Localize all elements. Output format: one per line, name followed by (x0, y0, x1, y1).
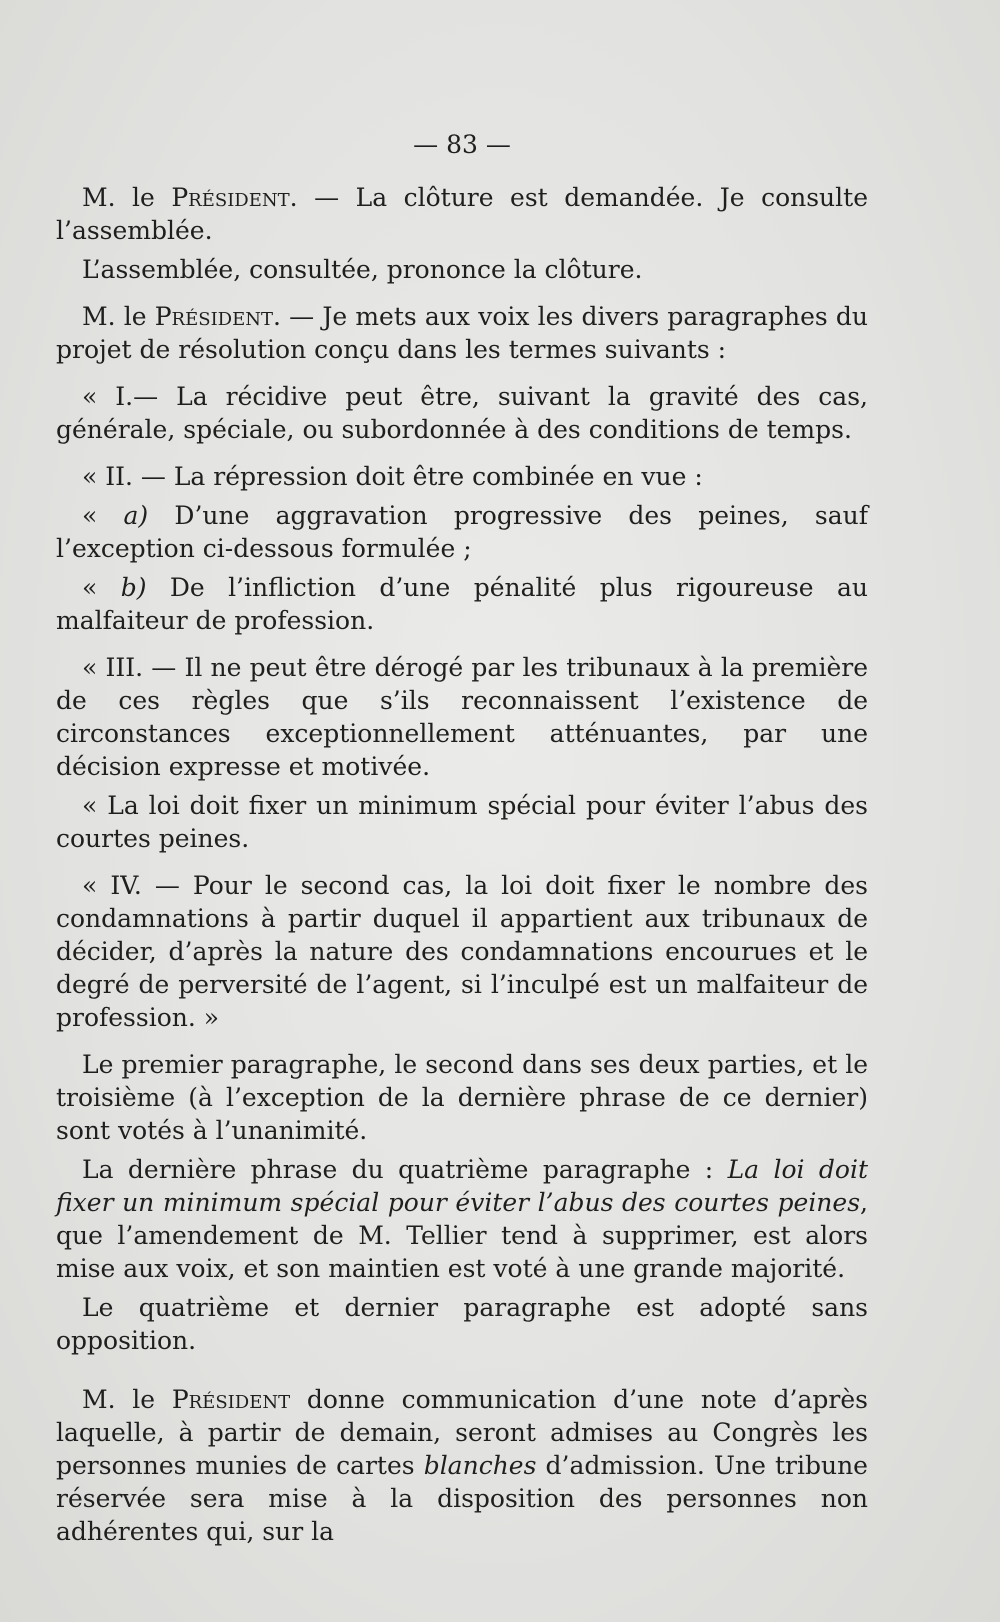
speaker-name: Président (171, 183, 290, 212)
paragraph-text: donne communication d’une note d’après laquelle, à partir de demain, seront admises au Congrès les personnes munies de cartes (56, 1385, 868, 1480)
paragraph-last-sentence-vote (56, 1153, 868, 1285)
speaker-prefix: M. le (82, 1385, 172, 1414)
resolution-section-1: « I.— La récidive peut être, suivant la gravité des cas, générale, spéciale, ou subordonnée à des conditions de temps. (56, 382, 868, 444)
emphasized-word: blanches (423, 1451, 537, 1480)
speaker-prefix: M. le (82, 302, 155, 331)
page-number: — 83 — (413, 130, 511, 159)
resolution-section-2: « II. — La répression doit être combinée en vue : (82, 462, 703, 491)
quote-prefix: « (82, 573, 121, 602)
paragraph-vote-result: Le premier paragraphe, le second dans ses deux parties, et le troisième (à l’exception de la dernière phrase de ce dernier) sont votés à l’unanimité. (56, 1050, 868, 1145)
speaker-name: Président (171, 1385, 291, 1414)
resolution-section-3-minimum: « La loi doit fixer un minimum spécial pour éviter l’abus des courtes peines. (56, 791, 868, 853)
resolution-section-4: « IV. — Pour le second cas, la loi doit fixer le nombre des condamnations à partir duquel il appartient aux tribunaux de décider, d’après la nature des condamnations encourues et le degré de perversité de l’agent, si l’inculpé est un malfaiteur de profession. » (56, 871, 868, 1032)
paragraph-text: De l’infliction d’une pénalité plus rigoureuse au malfaiteur de profession. (56, 573, 868, 635)
resolution-section-2b (56, 571, 868, 637)
resolution-section-2a (56, 499, 868, 565)
quoted-phrase: La loi doit fixer un minimum spécial pour éviter l’abus des courtes peines (56, 1155, 869, 1217)
quote-prefix: « (82, 501, 124, 530)
list-marker: b) (120, 573, 147, 602)
paragraph-text: La dernière phrase du quatrième paragraphe : (82, 1155, 728, 1184)
paragraph-president-closure (56, 181, 868, 247)
paragraph-text: d’admission. Une tribune réservée sera mise à la disposition des personnes non adhérentes qui, sur la (56, 1451, 868, 1546)
paragraph-president-vote (56, 300, 868, 366)
paragraph-fourth-adopted: Le quatrième et dernier paragraphe est adopté sans opposition. (56, 1293, 868, 1355)
paragraph-president-communication (56, 1383, 868, 1548)
paragraph-text: D’une aggravation progressive des peines, sauf l’exception ci-dessous formulée ; (56, 501, 868, 563)
paragraph-text: . — La clôture est demandée. Je consulte l’assemblée. (56, 183, 868, 245)
paragraph-text: , que l’amendement de M. Tellier tend à supprimer, est alors mise aux voix, et son maintien est voté à une grande majorité. (56, 1188, 868, 1283)
speaker-prefix: M. le (82, 183, 172, 212)
speaker-name: Président (154, 302, 274, 331)
list-marker: a) (123, 501, 149, 530)
paragraph-text: . — Je mets aux voix les divers paragraphes du projet de résolution conçu dans les termes suivants : (56, 302, 868, 364)
paragraph-assembly-closure: L’assemblée, consultée, prononce la clôture. (82, 255, 643, 284)
resolution-section-3: « III. — Il ne peut être dérogé par les tribunaux à la première de ces règles que s’ils reconnaissent l’existence de circonstances exceptionnellement atténuantes, par une décision expresse et motivée. (56, 653, 868, 781)
document-page (56, 128, 868, 1562)
